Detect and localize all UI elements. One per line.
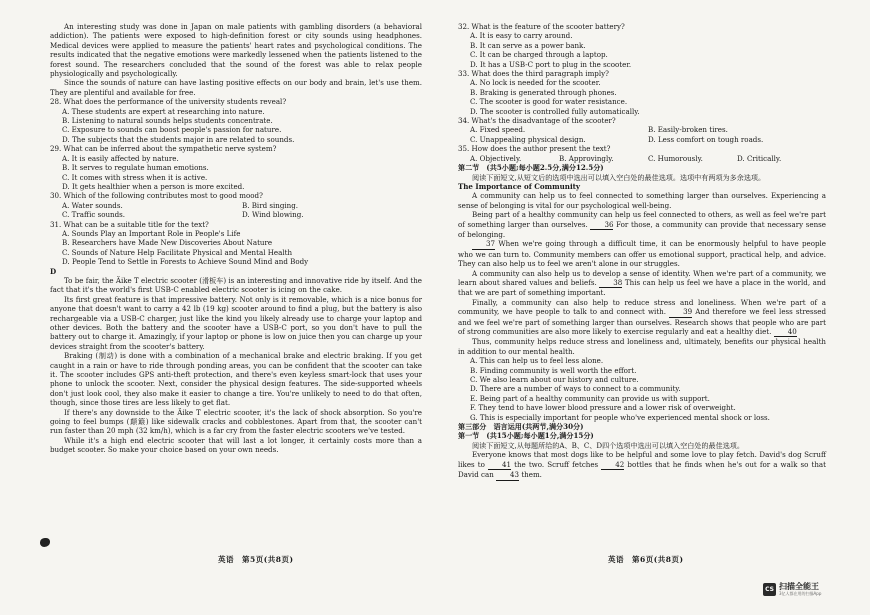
answer-option-f: F. They tend to have lower blood pressure and a lower risk of overweight.	[470, 403, 736, 413]
question-33: 33. What does the third paragraph imply?	[458, 69, 609, 79]
q35-option-a: A. Objectively.	[470, 153, 522, 163]
question-35: 35. How does the author present the text?	[458, 144, 611, 154]
scanner-watermark	[763, 582, 821, 597]
q30-option-b: B. Bird singing.	[242, 200, 299, 210]
answer-option-c: C. We also learn about our history and culture.	[470, 375, 639, 385]
page-footer-left: 英语 第5页(共8页)	[218, 555, 294, 564]
blank-42: 42	[601, 460, 624, 470]
passage-d-paragraph-1: To be fair, the Äike T electric scooter (滑板车) is an interesting and innovative ride by itself. And the fact that it's the world's first USB-C enabled electric scooter is icing on the cake.	[50, 275, 422, 295]
paragraph-4-text-a: A community can also help us to develop a sense of identity. When we're part of a community, we learn about shared values and beliefs.	[458, 268, 826, 287]
passage-paragraph-6: Thus, community helps reduce stress and loneliness and, ultimately, benefits our physical health in addition to our mental health.	[458, 337, 826, 356]
answer-option-e: E. Being part of a healthy community can provide us with support.	[470, 393, 710, 403]
q31-option-b: B. Researchers have Made New Discoveries About Nature	[62, 238, 273, 248]
cloze-text-c: bottles that he finds when he's out for a walk so that David can	[458, 459, 826, 480]
paragraph-2-text-a: Being part of a healthy community can help us feel connected to others, as well as feel we're part of something larger than ourselves.	[458, 210, 826, 229]
passage-d-paragraph-4: If there's any downside to the Äike T electric scooter, it's the lack of shock absorption. So you're going to feel bumps (颠簸) like sidewalk cracks and cobblestones. Apart from that, the scooter can't run faster than 20 mph (32 km/h), which is a far cry from the faster electric scooters we've tested.	[50, 407, 422, 436]
watermark-text	[779, 582, 821, 597]
q34-options-row-1	[458, 125, 826, 134]
paragraph-2-text-b: For those, a community can provide that necessary sense of belonging.	[458, 219, 827, 239]
q33-option-d: D. The scooter is controlled fully automatically.	[470, 106, 640, 116]
answer-option-g: G. This is especially important for people who've experienced mental shock or loss.	[470, 412, 770, 422]
question-32: 32. What is the feature of the scooter battery?	[458, 22, 625, 31]
right-column	[458, 22, 826, 481]
q34-option-c: C. Unappealing physical design.	[470, 134, 586, 144]
cloze-paragraph	[458, 450, 826, 480]
q32-option-b: B. It can serve as a power bank.	[470, 40, 586, 50]
blank-43: 43	[496, 470, 519, 480]
page-footer-right: 英语 第6页(共8页)	[608, 555, 684, 564]
blank-40: 40	[774, 327, 797, 337]
q33-option-b: B. Braking is generated through phones.	[470, 87, 617, 97]
part-3-instructions: 阅读下面短文,从每题所给的A、B、C、D四个选项中选出可以填入空白处的最佳选项。	[472, 440, 744, 450]
q35-option-b: B. Approvingly.	[559, 153, 614, 163]
section-d-heading: D	[50, 266, 57, 276]
ink-blot-mark	[40, 538, 50, 547]
intro-paragraph-1: An interesting study was done in Japan on male patients with gambling disorders (a behavioral addiction). The patients were exposed to high-definition forest or city sounds using headphones. Medical devices were applied to measure the patients' heart rates and psychological conditions. The results indicated that the negative emotions were markedly lessened when the patients listened to the forest sound. The researchers concluded that the sound of the forest was able to relax people physiologically and psychologically.	[50, 22, 422, 79]
left-column	[50, 22, 422, 455]
section-2-heading: 第二节 (共5小题;每小题2.5分,满分12.5分)	[458, 163, 604, 173]
blank-38: 38	[599, 278, 622, 288]
paragraph-5-text-a: Finally, a community can also help to reduce stress and loneliness. When we're part of a community, we have people to talk to and connect with.	[458, 297, 826, 317]
camscanner-logo-icon: CS	[763, 583, 776, 596]
blank-37: 37	[472, 239, 495, 249]
q35-options-row	[458, 154, 826, 163]
q30-option-d: D. Wind blowing.	[242, 210, 304, 220]
blank-39: 39	[669, 307, 692, 317]
question-29: 29. What can be inferred about the sympathetic nerve system?	[50, 144, 277, 154]
blank-41: 41	[488, 460, 511, 470]
q32-option-c: C. It can be charged through a laptop.	[470, 50, 608, 60]
part-3-heading: 第三部分 语言运用(共两节,满分30分)	[458, 422, 584, 432]
passage-paragraph-2	[458, 210, 826, 239]
q31-option-d: D. People Tend to Settle in Forests to Achieve Sound Mind and Body	[62, 257, 309, 267]
question-28: 28. What does the performance of the university students reveal?	[50, 97, 287, 107]
cloze-text-d: them.	[521, 470, 542, 480]
question-34: 34. What's the disadvantage of the scooter?	[458, 116, 616, 126]
q30-options-row-2	[50, 210, 422, 219]
passage-paragraph-3	[458, 239, 826, 268]
q28-option-c: C. Exposure to sounds can boost people's passion for nature.	[62, 125, 282, 135]
watermark-subtitle: 3亿人都在用的扫描App	[779, 591, 822, 596]
passage-d-paragraph-3: Braking (制动) is done with a combination of a mechanical brake and electric braking. If you get caught in a rain or have to ride through ponding areas, you can be confident that the scooter can take it. The scooter includes GPS anti-theft protection, and there's even keyless smart-lock that uses your phone to unlock the scooter. Next, consider the physical design features. The side-supported wheels don't just look cool, they also make it easier to change a tire. You're unlikely to need to do that often, though, since those tires are less likely to get flat.	[50, 351, 422, 408]
passage-paragraph-5	[458, 298, 826, 338]
watermark-title: 扫描全能王	[779, 582, 819, 591]
q32-option-a: A. It is easy to carry around.	[470, 31, 573, 41]
q30-options-row-1	[50, 201, 422, 210]
q34-options-row-2	[458, 135, 826, 144]
q34-option-a: A. Fixed speed.	[470, 125, 526, 135]
q33-option-c: C. The scooter is good for water resistance.	[470, 97, 628, 107]
passage-d-paragraph-5: While it's a high end electric scooter that will last a lot longer, it certainly costs more than a budget scooter. So make your choice based on your own needs.	[50, 435, 422, 455]
cloze-text-a: Everyone knows that most dogs like to be helpful and some love to play fetch. David's dog Scruff likes to	[458, 450, 826, 469]
answer-option-a: A. This can help us to feel less alone.	[470, 356, 604, 366]
q28-option-b: B. Listening to natural sounds helps students concentrate.	[62, 116, 273, 126]
part-3-section-1-heading: 第一节 (共15小题;每小题1分,满分15分)	[458, 431, 594, 441]
paragraph-4-text-b: This can help us feel we have a place in the world, and that we are part of something important.	[458, 277, 826, 298]
question-31: 31. What can be a suitable title for the text?	[50, 219, 209, 229]
q31-option-a: A. Sounds Play an Important Role in People's Life	[62, 228, 241, 238]
q28-option-d: D. The subjects that the students major in are related to sounds.	[62, 134, 295, 144]
q31-option-c: C. Sounds of Nature Help Facilitate Physical and Mental Health	[62, 247, 293, 257]
blank-36: 36	[590, 220, 613, 230]
q29-option-b: B. It serves to regulate human emotions.	[62, 163, 209, 173]
q33-option-a: A. No lock is needed for the scooter.	[470, 78, 601, 88]
q35-option-c: C. Humorously.	[648, 153, 703, 163]
section-2-instructions: 阅读下面短文,从短文后的选项中选出可以填入空白处的最佳选项。选项中有两项为多余选项。	[472, 172, 766, 182]
passage-paragraph-1: A community can help us to feel connected to something larger than ourselves. Experiencing a sense of belonging is vital for our psychological well-being.	[458, 191, 826, 210]
passage-d-paragraph-2: Its first great feature is that impressive battery. Not only is it removable, which is a nice bonus for anyone that doesn't want to carry a 42 lb (19 kg) scooter around to find a plug, but the battery is also rechargeable via a USB-C charger, just like the kind you likely already use to charge your laptop and other devices. Both the battery and the scooter have a USB-C port, so you don't have to pull the battery out to charge it. Amazingly, if your laptop or phone is low on juice then you can charge up your devices straight from the scooter's battery.	[50, 294, 422, 351]
q30-option-a: A. Water sounds.	[62, 200, 123, 210]
intro-paragraph-2: Since the sounds of nature can have lasting positive effects on our body and brain, let's use them. They are plentiful and available for free.	[50, 78, 422, 97]
question-30: 30. Which of the following contributes most to good mood?	[50, 191, 263, 201]
passage-paragraph-4	[458, 269, 826, 298]
passage-title: The Importance of Community	[458, 181, 581, 191]
cloze-text-b: the two. Scruff fetches	[514, 459, 599, 469]
q29-option-d: D. It gets healthier when a person is more excited.	[62, 181, 245, 191]
q29-option-c: C. It comes with stress when it is active.	[62, 172, 208, 182]
q35-option-d: D. Critically.	[737, 153, 782, 163]
q34-option-d: D. Less comfort on tough roads.	[648, 134, 764, 144]
q29-option-a: A. It is easily affected by nature.	[62, 153, 179, 163]
q30-option-c: C. Traffic sounds.	[62, 210, 126, 220]
q32-option-d: D. It has a USB-C port to plug in the scooter.	[470, 59, 632, 69]
answer-option-b: B. Finding community is well worth the effort.	[470, 365, 637, 375]
q28-option-a: A. These students are expert at researching into nature.	[62, 106, 265, 116]
q34-option-b: B. Easily-broken tires.	[648, 125, 728, 135]
answer-option-d: D. There are a number of ways to connect to a community.	[470, 384, 681, 394]
paragraph-3-text: When we're going through a difficult time, it can be enormously helpful to have people who we can turn to. Community members can offer us emotional support, practical help, and advice. They can also help us to feel we aren't alone in our struggles.	[458, 239, 826, 269]
paragraph-5-text-b: And therefore we feel less stressed and we feel we're part of something larger than ourselves. Research shows that people who are part of strong communities are also more likely to exercise regularly and eat a healthy diet.	[458, 307, 826, 336]
